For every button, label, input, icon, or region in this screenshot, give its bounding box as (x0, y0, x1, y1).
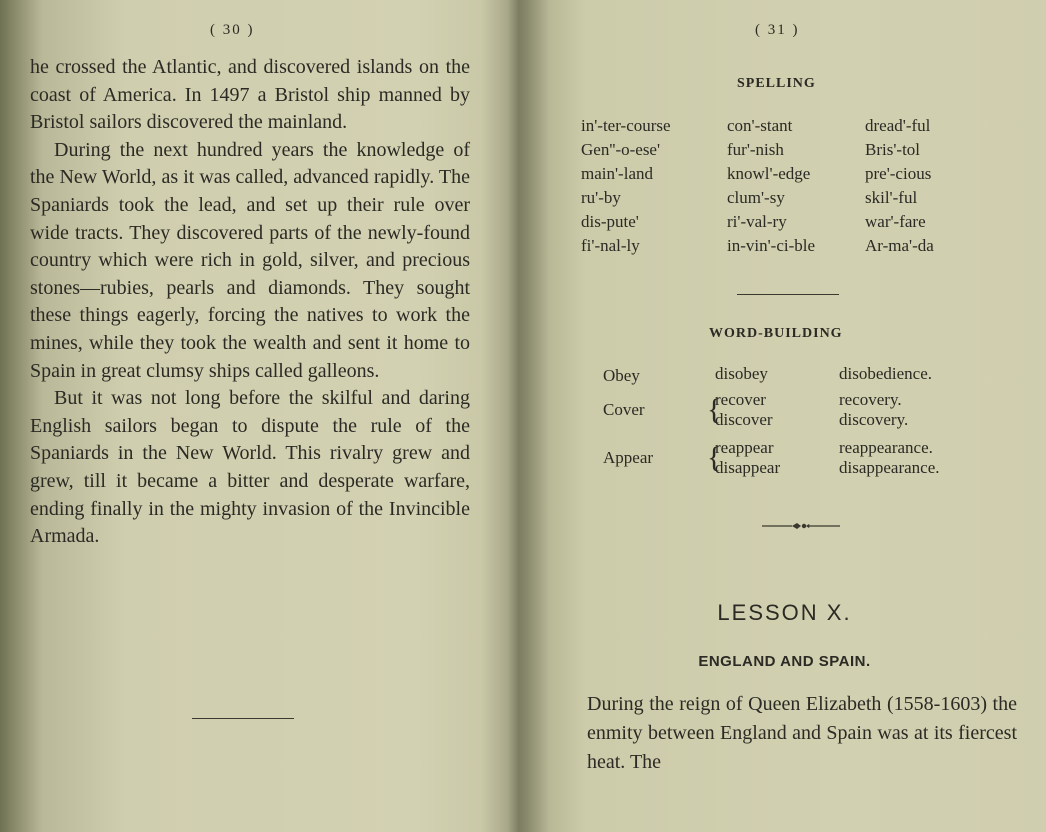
spelling-word: skil'-ful (865, 188, 918, 207)
base-word: Cover (603, 400, 645, 419)
derived-words (707, 438, 781, 478)
spelling-word: main'-land (581, 164, 653, 183)
spelling-word: fur'-nish (727, 140, 784, 159)
brace-icon: { (707, 441, 722, 474)
derived-noun: discovery. (839, 410, 909, 429)
derived-word: disobey (715, 364, 768, 383)
spelling-heading: SPELLING (737, 76, 816, 91)
brace-icon: { (707, 393, 722, 426)
spelling-word: ru'-by (581, 188, 621, 207)
paragraph: he crossed the Atlantic, and discovered islands on the coast of America. In 1497 a Bristol ship manned by Bristol sailors discovered the mainland. (30, 56, 470, 134)
paragraph: But it was not long before the skilful and daring English sailors began to dispute the rule of the Spaniards in the New World. This rivalry grew and grew, till it became a bitter and desperate warfare, ending finally in the mighty invasion of the Invincible Armada. (30, 387, 470, 548)
spelling-word: ri'-val-ry (727, 212, 787, 231)
derived-word: reappear (715, 438, 774, 457)
left-page-text (30, 54, 470, 551)
derived-word: disappear (715, 458, 781, 477)
page-number: ( 30 ) (210, 22, 255, 38)
spelling-column (727, 114, 815, 258)
spelling-word: in'-ter-course (581, 116, 671, 135)
spelling-word: pre'-cious (865, 164, 932, 183)
spelling-word: Ar-ma'-da (865, 236, 934, 255)
derived-word (715, 364, 768, 384)
right-page (523, 0, 1046, 832)
spelling-column (865, 114, 934, 258)
lesson-text: During the reign of Queen Elizabeth (1558-1603) the enmity between England and Spain was at its fiercest heat. The (587, 693, 1017, 773)
left-page (0, 0, 500, 832)
derived-noun: disappearance. (839, 458, 940, 477)
derived-noun: recovery. (839, 390, 902, 409)
spelling-word: in-vin'-ci-ble (727, 236, 816, 255)
spelling-word: con'-stant (727, 116, 793, 135)
paragraph: During the next hundred years the knowledge of the New World, as it was called, advanced rapidly. The Spaniards took the lead, and set up their rule over wide tracts. They discovered parts of the newly-found country which were rich in gold, silver, and precious stones—rubies, pearls and diamonds. They sought these things eagerly, forcing the natives to work the mines, while they took the wealth and sent it home to Spain in great clumsy ships called galleons. (30, 138, 470, 382)
derived-noun: reappearance. (839, 438, 933, 457)
spelling-column (581, 114, 671, 258)
derived-word: discover (715, 410, 773, 429)
section-divider (192, 718, 294, 719)
derived-noun: disobedience. (839, 364, 932, 383)
derived-nouns (839, 438, 940, 478)
derived-words (707, 390, 773, 430)
lesson-subtitle: ENGLAND AND SPAIN. (698, 653, 871, 670)
spelling-word: dis-pute' (581, 212, 639, 231)
ornament-divider-icon (762, 519, 840, 533)
spelling-word: Bris'-tol (865, 140, 921, 159)
spelling-word: clum'-sy (727, 188, 785, 207)
section-divider (737, 294, 839, 295)
spelling-word: fi'-nal-ly (581, 236, 640, 255)
lesson-title: LESSON X. (717, 600, 852, 625)
spelling-word: Gen''-o-ese' (581, 140, 661, 159)
derived-noun (839, 364, 932, 384)
base-word: Appear (603, 448, 654, 467)
derived-word: recover (715, 390, 766, 409)
spelling-word: knowl'-edge (727, 164, 811, 183)
word-building-heading: WORD-BUILDING (709, 326, 843, 341)
spelling-word: dread'-ful (865, 116, 931, 135)
spelling-word: war'-fare (865, 212, 926, 231)
page-number: ( 31 ) (755, 22, 800, 38)
base-word: Obey (603, 366, 640, 385)
derived-nouns (839, 390, 908, 430)
